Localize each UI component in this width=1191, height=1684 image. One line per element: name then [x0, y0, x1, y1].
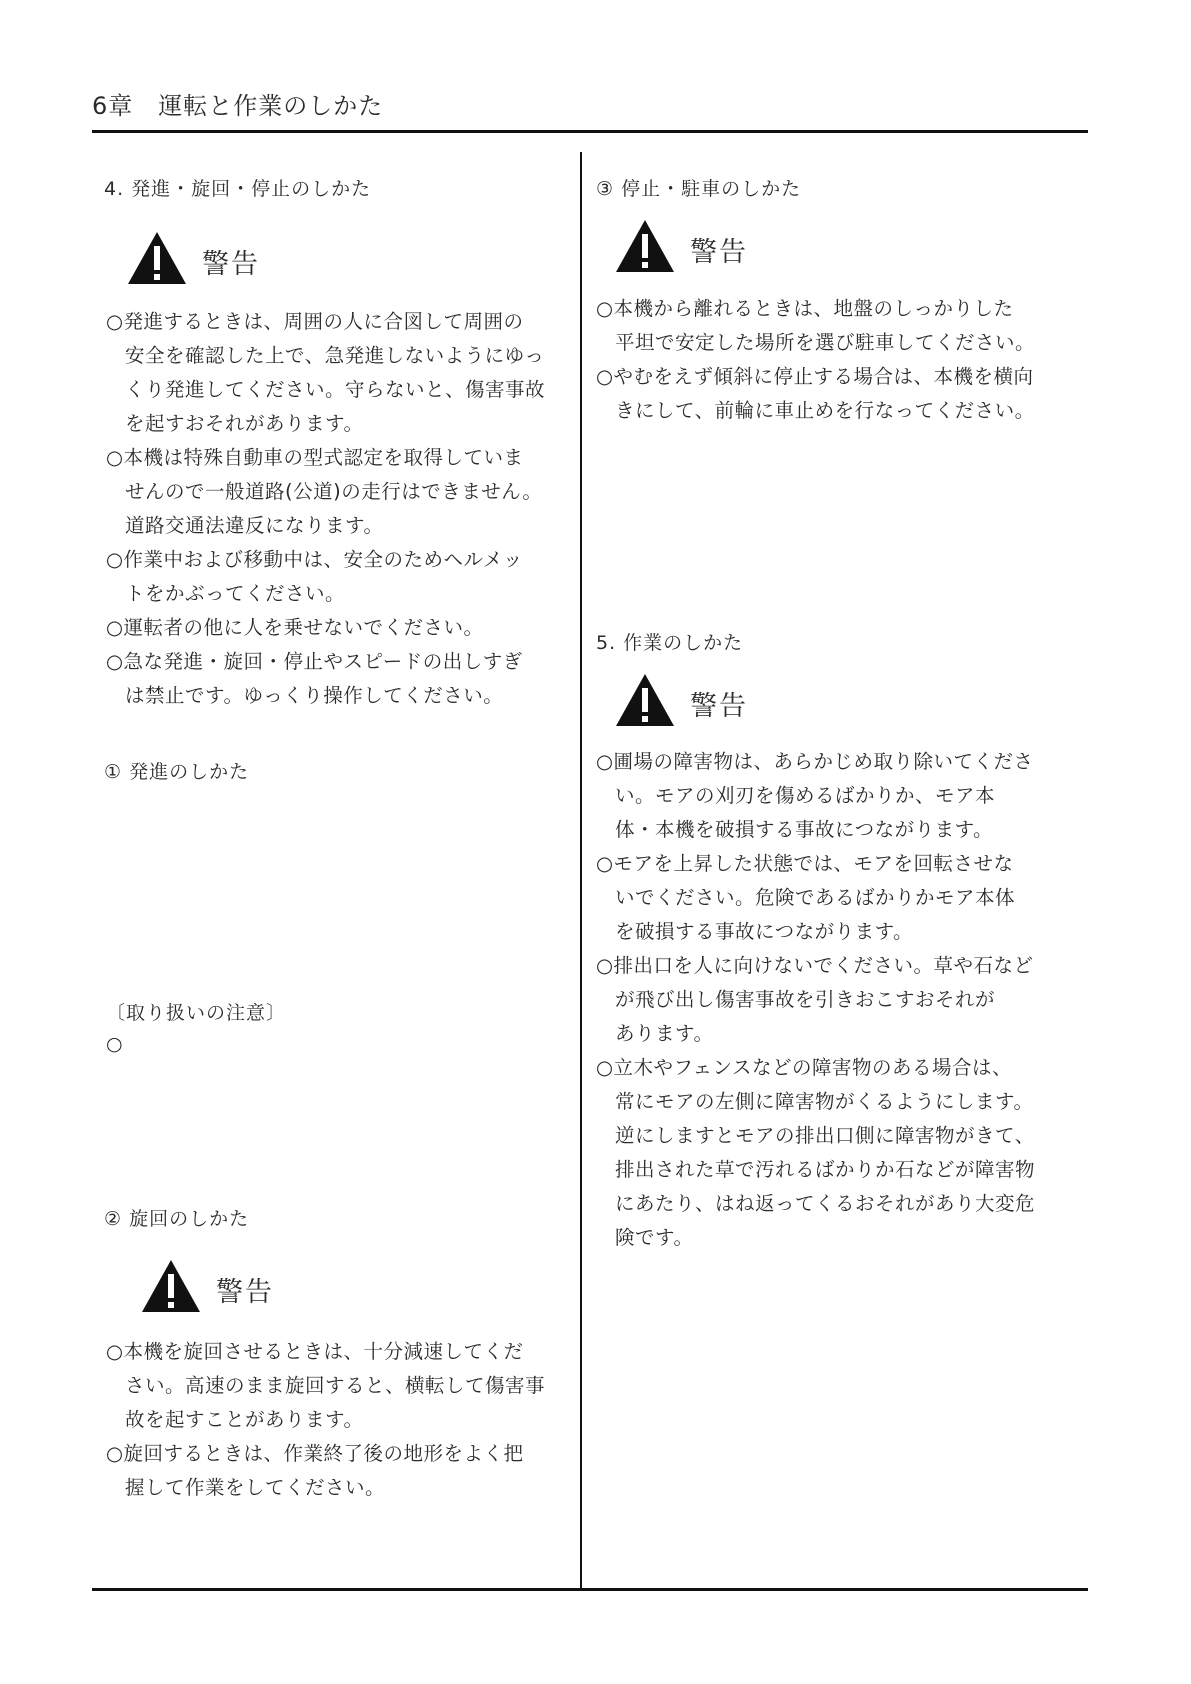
- top-rule: [92, 130, 1088, 133]
- section-4-warning-list: [106, 305, 545, 713]
- warning-item-line: にあたり、はね返ってくるおそれがあり大変危: [615, 1192, 1036, 1215]
- warning-triangle-icon: [614, 218, 676, 274]
- warning-item: [106, 645, 545, 713]
- bottom-rule: [92, 1588, 1088, 1591]
- warning-label: 警告: [690, 691, 748, 722]
- subsection-3-heading: ③ 停止・駐車のしかた: [596, 178, 802, 200]
- warning-item-line: せんので一般道路(公道)の走行はできません。: [125, 480, 543, 503]
- warning-item-line: きにして、前輪に車止めを行なってください。: [615, 399, 1035, 422]
- section-5-warning-list: [596, 745, 1035, 1255]
- warning-item-line: ○排出口を人に向けないでください。草や石など: [596, 954, 1034, 977]
- section-4-heading: 4. 発進・旋回・停止のしかた: [104, 178, 372, 200]
- warning-item-line: い。モアの刈刃を傷めるばかりか、モア本: [615, 784, 996, 807]
- warning-item-line: ○本機から離れるときは、地盤のしっかりした: [596, 297, 1014, 320]
- warning-item: [106, 305, 545, 441]
- warning-label: 警告: [216, 1277, 274, 1308]
- warning-item: [106, 1335, 545, 1437]
- warning-item-line: を起すおそれがあります。: [125, 412, 364, 435]
- warning-item-line: 平坦で安定した場所を選び駐車してください。: [615, 331, 1036, 354]
- warning-item: [106, 611, 545, 645]
- warning-item-line: 道路交通法違反になります。: [125, 514, 384, 537]
- warning-item-line: が飛び出し傷害事故を引きおこすおそれが: [615, 988, 996, 1011]
- warning-item-line: ○本機を旋回させるときは、十分減速してくだ: [106, 1340, 524, 1363]
- warning-item-line: ○作業中および移動中は、安全のためヘルメッ: [106, 548, 523, 571]
- warning-item-line: 握して作業をしてください。: [125, 1476, 386, 1499]
- warning-item: [106, 543, 545, 611]
- warning-item-line: を破損する事故につながります。: [615, 920, 914, 943]
- warning-item: [106, 1437, 545, 1505]
- warning-triangle-icon: [614, 672, 676, 728]
- subsection-3-warning-list: [596, 292, 1035, 428]
- column-divider: [580, 152, 582, 1589]
- subsection-2-heading: ② 旋回のしかた: [104, 1208, 250, 1230]
- warning-item-line: ○圃場の障害物は、あらかじめ取り除いてくださ: [596, 750, 1034, 773]
- warning-item-line: トをかぶってください。: [125, 582, 346, 605]
- subsection-1-heading: ① 発進のしかた: [104, 761, 250, 783]
- warning-item-line: ○立木やフェンスなどの障害物のある場合は、: [596, 1056, 1012, 1079]
- warning-item-line: さい。高速のまま旋回すると、横転して傷害事: [125, 1374, 546, 1397]
- warning-item-line: ○運転者の他に人を乗せないでください。: [106, 616, 484, 639]
- warning-item: [106, 441, 545, 543]
- warning-item-line: 逆にしますとモアの排出口側に障害物がきて、: [615, 1124, 1035, 1147]
- warning-item-line: 安全を確認した上で、急発進しないようにゆっ: [125, 344, 545, 367]
- warning-label: 警告: [202, 249, 260, 280]
- warning-item-line: 常にモアの左側に障害物がくるようにします。: [615, 1090, 1034, 1113]
- warning-item-line: 故を起すことがあります。: [125, 1408, 364, 1431]
- warning-triangle-icon: [126, 230, 188, 286]
- warning-item: [596, 745, 1035, 847]
- subsection-2-warning-list: [106, 1335, 545, 1505]
- warning-item-line: ○急な発進・旋回・停止やスピードの出しすぎ: [106, 650, 523, 673]
- warning-triangle-icon: [140, 1258, 202, 1314]
- warning-item-line: ○モアを上昇した状態では、モアを回転させな: [596, 852, 1014, 875]
- warning-item: [596, 360, 1035, 428]
- warning-item-line: ○旋回するときは、作業終了後の地形をよく把: [106, 1442, 524, 1465]
- warning-item: [596, 949, 1035, 1051]
- warning-item: [596, 292, 1035, 360]
- caution-heading: 〔取り扱いの注意〕: [106, 1002, 287, 1024]
- warning-item-line: いでください。危険であるばかりかモア本体: [615, 886, 1016, 909]
- section-5-heading: 5. 作業のしかた: [596, 632, 744, 654]
- warning-item-line: ○発進するときは、周囲の人に合図して周囲の: [106, 310, 524, 333]
- warning-item-line: 体・本機を破損する事故につながります。: [615, 818, 994, 841]
- warning-item: [596, 1051, 1035, 1255]
- warning-item-line: くり発進してください。守らないと、傷害事故: [125, 378, 546, 401]
- warning-item-line: ○やむをえず傾斜に停止する場合は、本機を横向: [596, 365, 1034, 388]
- warning-item-line: あります。: [615, 1022, 714, 1045]
- warning-label: 警告: [690, 237, 748, 268]
- warning-item-line: ○本機は特殊自動車の型式認定を取得していま: [106, 446, 524, 469]
- chapter-title: 6章 運転と作業のしかた: [92, 92, 384, 120]
- caution-bullet: ○: [106, 1033, 124, 1055]
- warning-item-line: は禁止です。ゆっくり操作してください。: [125, 684, 504, 707]
- warning-item-line: 排出された草で汚れるばかりか石などが障害物: [615, 1158, 1036, 1181]
- warning-item-line: 険です。: [615, 1226, 694, 1249]
- warning-item: [596, 847, 1035, 949]
